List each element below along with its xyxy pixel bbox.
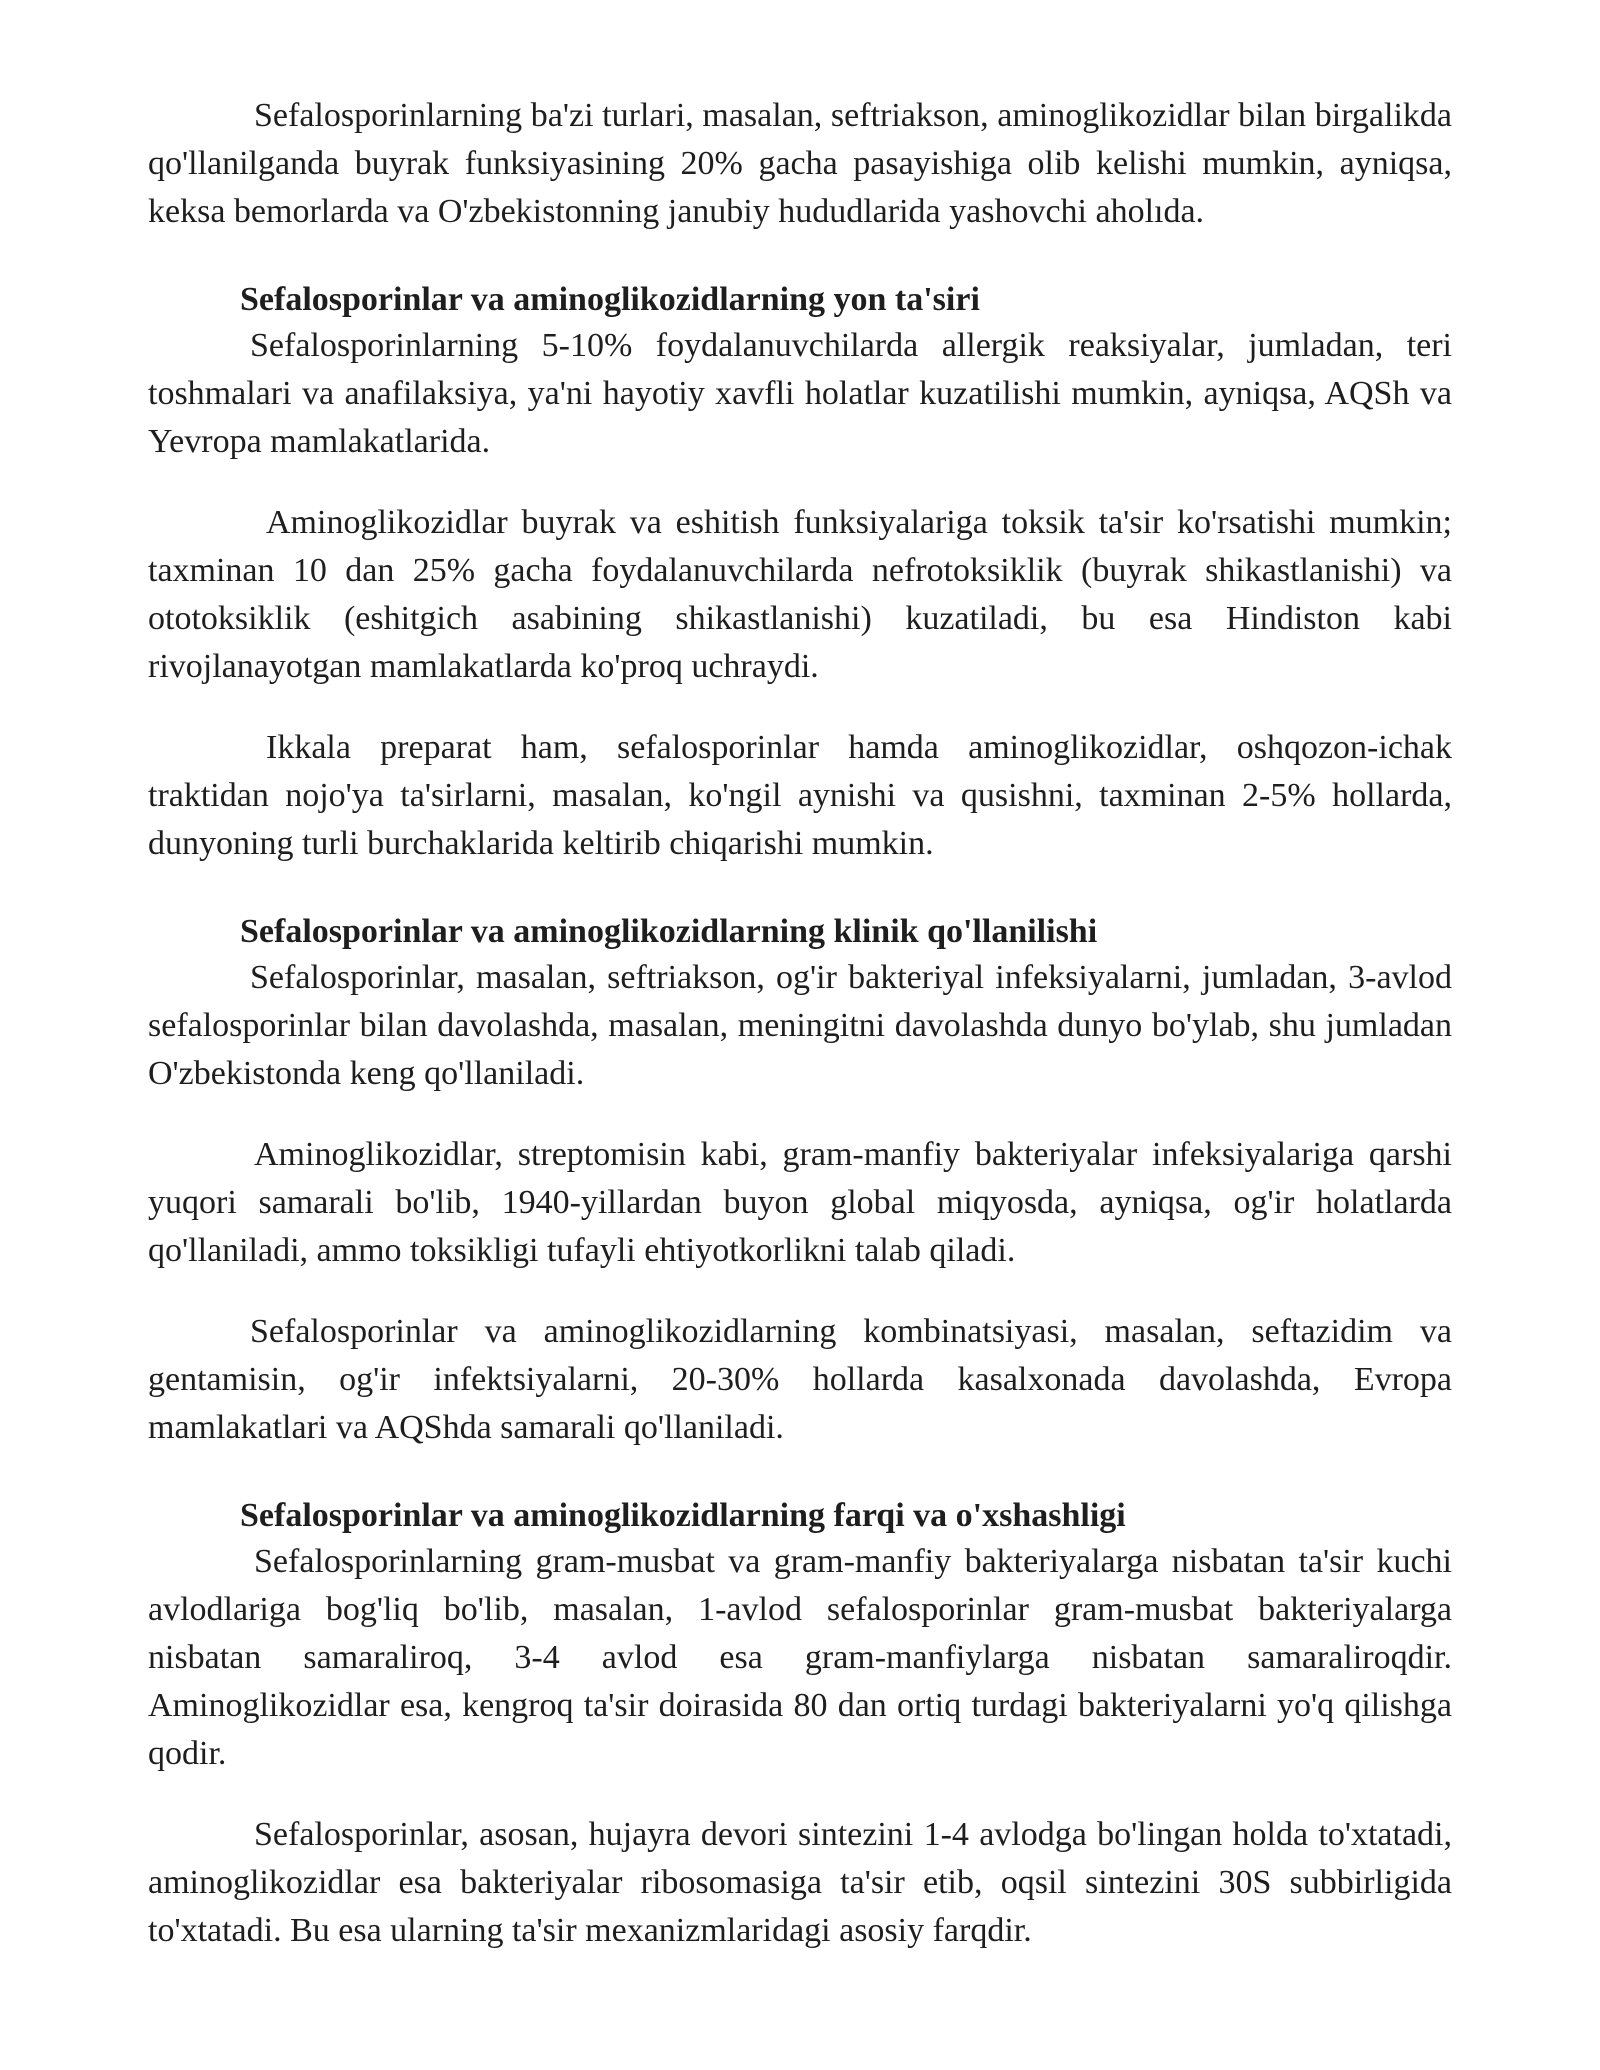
paragraph-gastrointestinal: Ikkala preparat ham, sefalosporinlar hamda aminoglikozidlar, oshqozon-ichak traktidan nojo'ya ta'sirlarni, masalan, ko'ngil aynishi va qusishni, taxminan 2-5% hollarda, dunyoning turli burchaklarida keltirib chiqarishi mumkin. bbox=[148, 729, 1452, 862]
paragraph-gap bbox=[148, 691, 1452, 724]
paragraph-mechanism: Sefalosporinlar, asosan, hujayra devori sintezini 1-4 avlodga bo'lingan holda to'xtatadi, aminoglikozidlar esa bakteriyalar ribosomasiga ta'sir etib, oqsil sintezini 30S subbirligida to'xtatadi. Bu esa ularning ta'sir mexanizmlaridagi asosiy farqdir. bbox=[148, 1816, 1452, 1949]
paragraph-spectrum: Sefalosporinlarning gram-musbat va gram-manfiy bakteriyalarga nisbatan ta'sir kuchi avlodlariga bog'liq bo'lib, masalan, 1-avlod sefalosporinlar gram-musbat bakteriyalarga nisbatan samaraliroq, 3-4 avlod esa gram-manfiylarga nisbatan samaraliroqdir. Aminoglikozidlar esa, kengroq ta'sir doirasida 80 dan ortiq turdagi bakteriyalarni yo'q qilishga qodir. bbox=[148, 1543, 1452, 1772]
heading-side-effects: Sefalosporinlar va aminoglikozidlarning yon ta'siri bbox=[240, 281, 980, 318]
paragraph-gap bbox=[148, 1098, 1452, 1131]
paragraph-gap bbox=[148, 466, 1452, 499]
paragraph-gap bbox=[148, 1778, 1452, 1811]
paragraph-toxicity: Aminoglikozidlar buyrak va eshitish funksiyalariga toksik ta'sir ko'rsatishi mumkin; taxminan 10 dan 25% gacha foydalanuvchilarda nefrotoksiklik (buyrak shikastlanishi) va ototoksiklik (eshitgich asabining shikastlanishi) kuzatiladi, bu esa Hindiston kabi rivojlanayotgan mamlakatlarda ko'proq uchraydi. bbox=[148, 504, 1452, 685]
paragraph-gap bbox=[148, 1275, 1452, 1308]
heading-differences: Sefalosporinlar va aminoglikozidlarning farqi va o'xshashligi bbox=[240, 1497, 1126, 1534]
paragraph-combination: Sefalosporinlar va aminoglikozidlarning kombinatsiyasi, masalan, seftazidim va gentamisin, og'ir infektsiyalarni, 20-30% hollarda kasalxonada davolashda, Evropa mamlakatlari va AQShda samarali qo'llaniladi. bbox=[148, 1313, 1452, 1446]
paragraph-streptomycin: Aminoglikozidlar, streptomisin kabi, gram-manfiy bakteriyalar infeksiyalariga qarshi yuqori samarali bo'lib, 1940-yillardan buyon global miqyosda, ayniqsa, og'ir holatlarda qo'llaniladi, ammo toksikligi tufayli ehtiyotkorlikni talab qiladi. bbox=[148, 1136, 1452, 1269]
paragraph-gap bbox=[148, 868, 1452, 910]
paragraph-gap bbox=[148, 236, 1452, 278]
paragraph-gap bbox=[148, 1452, 1452, 1494]
document-page bbox=[148, 92, 1452, 1955]
heading-clinical-use: Sefalosporinlar va aminoglikozidlarning klinik qo'llanilishi bbox=[240, 913, 1098, 950]
paragraph-renal-function: Sefalosporinlarning ba'zi turlari, masalan, seftriakson, aminoglikozidlar bilan birgalikda qo'llanilganda buyrak funksiyasining 20% gacha pasayishiga olib kelishi mumkin, ayniqsa, keksa bemorlarda va O'zbekistonning janubiy hududlarida yashovchi aholıda. bbox=[148, 97, 1452, 230]
paragraph-ceftriaxone-use: Sefalosporinlar, masalan, seftriakson, og'ir bakteriyal infeksiyalarni, jumladan, 3-avlod sefalosporinlar bilan davolashda, masalan, meningitni davolashda dunyo bo'ylab, shu jumladan O'zbekistonda keng qo'llaniladi. bbox=[148, 959, 1452, 1092]
paragraph-allergic-reactions: Sefalosporinlarning 5-10% foydalanuvchilarda allergik reaksiyalar, jumladan, teri toshmalari va anafilaksiya, ya'ni hayotiy xavfli holatlar kuzatilishi mumkin, ayniqsa, AQSh va Yevropa mamlakatlarida. bbox=[148, 327, 1452, 460]
